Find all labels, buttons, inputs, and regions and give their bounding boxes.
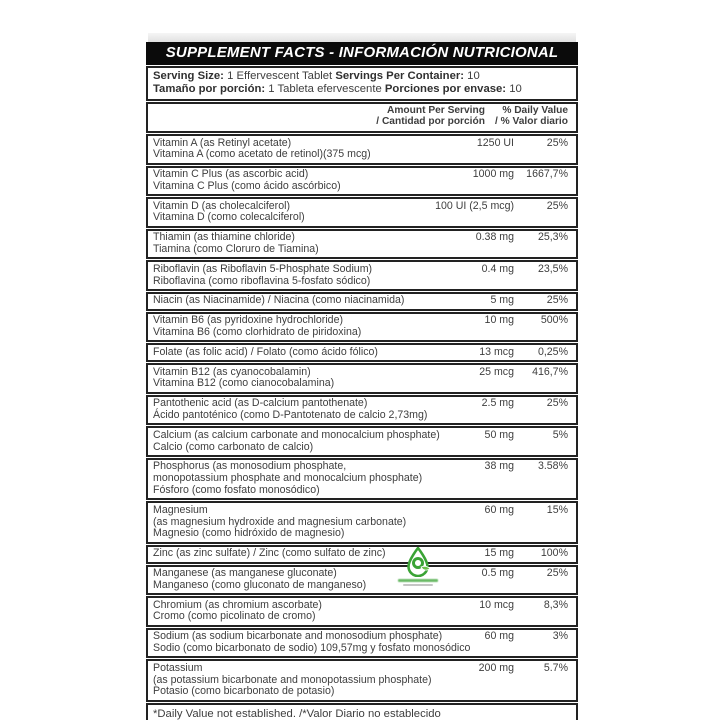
serving-info-box (146, 66, 578, 101)
daily-value-cell: 25% (546, 199, 568, 212)
nutrient-name-line: Vitamin B6 (as pyridoxine hydrochloride) (153, 314, 343, 327)
amount-cell: 0.4 mg (481, 262, 514, 275)
amount-header-es: / Cantidad por porción (376, 116, 485, 128)
amount-cell: 5 mg (490, 294, 514, 307)
nutrient-row (146, 343, 578, 362)
nutrient-name-line: Vitamin A (as Retinyl acetate) (153, 136, 292, 149)
nutrient-name-cell (153, 548, 418, 560)
nutrient-rows (146, 134, 578, 702)
daily-value-cell: 15% (546, 503, 568, 516)
nutrient-name-line: Magnesio (como hidróxido de magnesio) (153, 527, 345, 540)
label-title-bar (146, 42, 578, 65)
servings-per-container-value: 10 (467, 70, 480, 82)
nutrient-name-line: Riboflavina (como riboflavina 5-fosfato sódico) (153, 274, 371, 287)
daily-value-cell: 8,3% (543, 598, 568, 611)
nutrient-row (146, 545, 578, 564)
nutrient-row (146, 197, 578, 228)
nutrient-name-cell (153, 568, 418, 592)
nutrient-name-cell (153, 315, 418, 339)
watermark-subtext-illegible (403, 584, 433, 586)
label-top-shadow (148, 33, 576, 42)
nutrient-row (146, 501, 578, 543)
nutrient-name-line: Pantothenic acid (as D-calcium pantothenate) (153, 397, 368, 410)
footnote-box (146, 703, 578, 720)
nutrient-row (146, 596, 578, 627)
amount-cell: 25 mcg (479, 365, 514, 378)
serving-size-value: 1 Effervescent Tablet (227, 70, 333, 82)
nutrient-name-cell (153, 661, 432, 698)
amount-cell: 0.5 mg (481, 567, 514, 580)
daily-value-cell: 500% (540, 314, 568, 327)
nutrient-name-line: Vitamina D (como colecalciferol) (153, 211, 305, 224)
nutrient-row (146, 260, 578, 291)
amount-cell: 38 mg (484, 460, 514, 473)
nutrient-row (146, 292, 578, 311)
nutrient-row (146, 134, 578, 165)
daily-value-footnote: *Daily Value not established. /*Valor Diario no establecido (153, 707, 441, 720)
amount-cell: 60 mg (484, 503, 514, 516)
nutrient-name-cell (153, 460, 423, 497)
nutrient-name-line: Potasio (como bicarbonato de potasio) (153, 685, 335, 698)
nutrient-row (146, 395, 578, 426)
nutrient-name-line: monopotassium phosphate and monocalcium phosphate) (153, 472, 423, 485)
daily-value-header-en: % Daily Value (502, 105, 568, 117)
nutrient-row (146, 628, 578, 659)
nutrient-name-line: Potassium (153, 661, 203, 674)
daily-value-cell: 0,25% (537, 345, 568, 358)
daily-value-cell: 1667,7% (526, 168, 568, 181)
nutrient-name-cell (153, 367, 418, 391)
daily-value-cell: 3% (552, 630, 568, 643)
label-title: SUPPLEMENT FACTS - INFORMACIÓN NUTRICIONAL (165, 44, 559, 61)
nutrient-name-line: Vitamin B12 (as cyanocobalamin) (153, 365, 311, 378)
nutrient-name-line: Fósforo (como fosfato monosódico) (153, 484, 320, 497)
amount-cell: 50 mg (484, 428, 514, 441)
nutrient-name-line: Vitamina A (como acetato de retinol)(375 mcg) (153, 148, 371, 161)
servings-per-container-value-es: 10 (509, 83, 522, 96)
amount-cell: 13 mcg (479, 345, 514, 358)
nutrient-name-line: Folate (as folic acid) / Folato (como ácido fólico) (153, 345, 378, 358)
nutrient-name-line: Chromium (as chromium ascorbate) (153, 598, 322, 611)
brand-watermark-logo (396, 547, 440, 586)
nutrient-name-line: Sodio (como bicarbonato de sodio) 109,57mg y fosfato monosódico (153, 642, 471, 654)
nutrient-name-line: Riboflavin (as Riboflavin 5-Phosphate Sodium) (153, 262, 373, 275)
nutrient-name-line: Magnesium (153, 503, 208, 516)
nutrient-name-cell (153, 232, 418, 256)
daily-value-cell: 25% (546, 397, 568, 410)
servings-per-container-label: Servings Per Container: (335, 70, 465, 82)
nutrient-name-line: Sodium (as sodium bicarbonate and monosodium phosphate) (153, 630, 443, 643)
nutrient-row (146, 363, 578, 394)
nutrient-name-line: Thiamin (as thiamine chloride) (153, 231, 295, 244)
nutrient-name-line: Vitamin D (as cholecalciferol) (153, 199, 290, 212)
supplement-facts-label (146, 33, 578, 720)
nutrient-name-cell (153, 600, 418, 624)
daily-value-header-es: / % Valor diario (494, 116, 568, 128)
nutrient-name-line: Cromo (como picolinato de cromo) (153, 610, 316, 623)
nutrient-name-line: (as potassium bicarbonate and monopotassium phosphate) (153, 673, 432, 686)
daily-value-cell: 100% (540, 547, 568, 560)
daily-value-cell: 25% (546, 567, 568, 580)
nutrient-name-cell (153, 630, 471, 655)
nutrient-name-line: Vitamin C Plus (as ascorbic acid) (153, 168, 309, 181)
daily-value-column-header (495, 106, 568, 128)
nutrient-row (146, 229, 578, 260)
nutrient-name-cell (153, 397, 428, 422)
watermark-text-illegible (398, 579, 438, 582)
nutrient-row (146, 565, 578, 596)
column-header-box (146, 102, 578, 133)
nutrient-name-line: Calcio (como carbonato de calcio) (153, 440, 314, 453)
nutrient-row (146, 166, 578, 197)
nutrient-name-cell (153, 201, 418, 225)
serving-size-label: Serving Size: (153, 70, 224, 82)
amount-cell: 15 mg (484, 547, 514, 560)
nutrient-name-line: Vitamina B6 (como clorhidrato de piridoxina) (153, 326, 362, 339)
daily-value-cell: 5.7% (543, 661, 568, 674)
amount-header-en: Amount Per Serving (387, 105, 485, 117)
nutrient-name-line: Phosphorus (as monosodium phosphate, (153, 460, 347, 473)
nutrient-name-cell (153, 169, 418, 193)
amount-cell: 60 mg (484, 630, 514, 643)
daily-value-cell: 25% (546, 294, 568, 307)
amount-cell: 1000 mg (472, 168, 514, 181)
serving-line-en (153, 70, 571, 83)
nutrient-row (146, 659, 578, 701)
amount-cell: 0.38 mg (475, 231, 514, 244)
amount-cell: 2.5 mg (481, 397, 514, 410)
nutrient-row (146, 458, 578, 500)
amount-cell: 200 mg (478, 661, 514, 674)
daily-value-cell: 5% (552, 428, 568, 441)
serving-size-value-es: 1 Tableta efervescente (268, 83, 382, 96)
nutrient-name-line: Vitamina B12 (como cianocobalamina) (153, 377, 335, 390)
serving-size-label-es: Tamaño por porción: (153, 83, 266, 96)
amount-column-header (376, 106, 485, 128)
daily-value-cell: 25,3% (537, 231, 568, 244)
green-drop-leaf-icon (405, 547, 431, 577)
nutrient-name-cell (153, 505, 418, 540)
serving-line-es (153, 83, 571, 96)
nutrient-name-line: Manganese (as manganese gluconate) (153, 567, 337, 580)
nutrient-name-line: Tiamina (como Cloruro de Tiamina) (153, 243, 319, 256)
amount-cell: 100 UI (2,5 mcg) (435, 199, 514, 212)
nutrient-name-cell (153, 295, 418, 307)
daily-value-cell: 3.58% (537, 460, 568, 473)
daily-value-cell: 25% (546, 136, 568, 149)
nutrient-name-line: Niacin (as Niacinamide) / Niacina (como niacinamida) (153, 294, 405, 307)
daily-value-cell: 23,5% (537, 262, 568, 275)
amount-cell: 1250 UI (476, 136, 514, 149)
nutrient-name-line: Manganeso (como gluconato de manganeso) (153, 578, 367, 591)
nutrient-name-line: Zinc (as zinc sulfate) / Zinc (como sulfato de zinc) (153, 547, 386, 560)
daily-value-cell: 416,7% (532, 365, 568, 378)
nutrient-name-line: Ácido pantoténico (como D-Pantotenato de calcio 2,73mg) (153, 409, 428, 422)
nutrient-name-cell (153, 264, 418, 288)
amount-cell: 10 mg (484, 314, 514, 327)
amount-cell: 10 mcg (479, 598, 514, 611)
servings-per-container-label-es: Porciones por envase: (384, 83, 507, 96)
nutrient-name-cell (153, 347, 418, 359)
nutrient-name-line: (as magnesium hydroxide and magnesium carbonate) (153, 515, 407, 528)
nutrient-row (146, 426, 578, 457)
nutrient-name-cell (153, 138, 418, 162)
nutrient-name-cell (153, 428, 440, 454)
nutrient-name-line: Calcium (as calcium carbonate and monocalcium phosphate) (153, 428, 440, 441)
nutrient-row (146, 312, 578, 343)
nutrient-name-line: Vitamina C Plus (como ácido ascórbico) (153, 179, 341, 192)
